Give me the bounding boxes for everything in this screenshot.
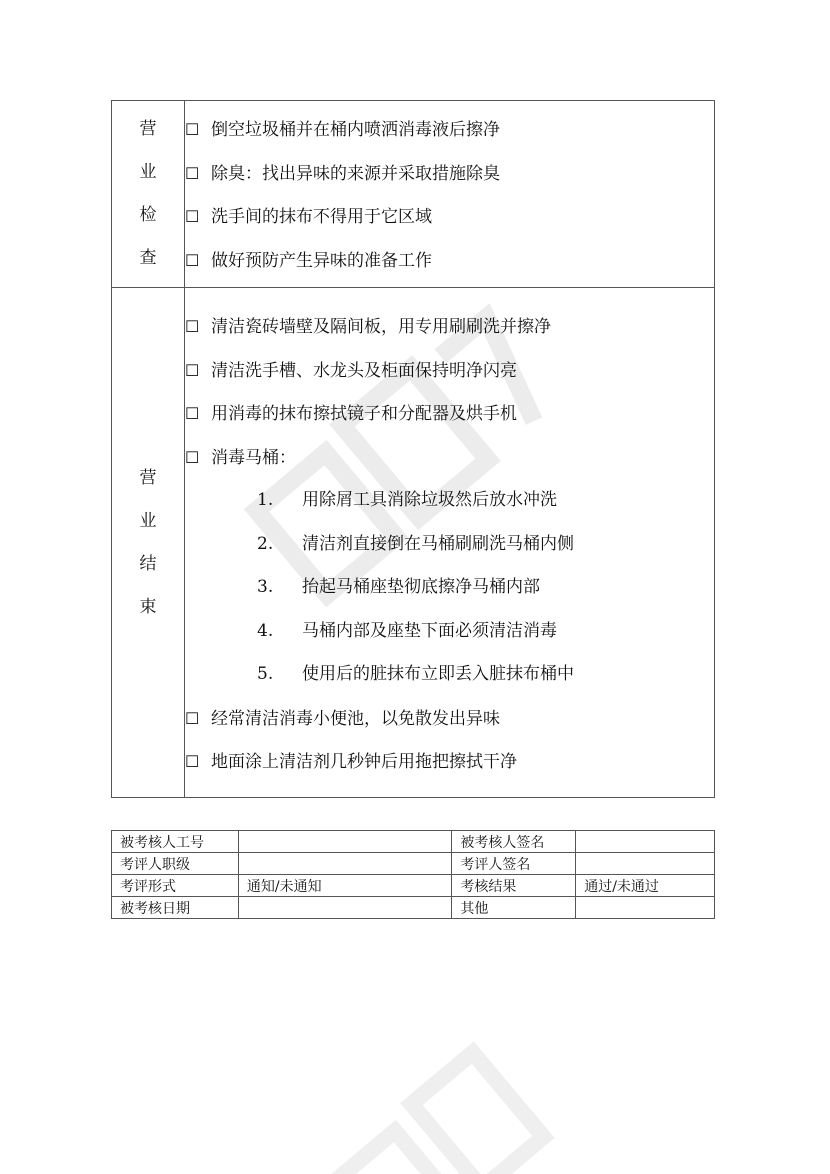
toilet-step <box>185 479 714 523</box>
step-number: 2. <box>257 533 274 554</box>
toilet-step <box>185 566 714 610</box>
check-item <box>185 239 714 283</box>
info-label-cell: 被考核人工号 <box>112 831 239 853</box>
checkbox-icon[interactable]: ☐ <box>185 404 200 423</box>
step-text: 马桶内部及座垫下面必须清洁消毒 <box>302 620 557 641</box>
step-text: 用除屑工具消除垃圾然后放水冲洗 <box>302 490 557 510</box>
checkbox-icon[interactable]: ☐ <box>185 120 200 139</box>
step-number: 3. <box>257 577 274 597</box>
toilet-step <box>185 523 714 567</box>
section-close-label-char: 业 <box>139 510 157 531</box>
item-text: 倒空垃圾桶并在桶内喷洒消毒液后擦净 <box>211 120 500 140</box>
check-item <box>185 152 714 196</box>
toilet-step <box>185 610 714 654</box>
section-close-row <box>112 288 715 798</box>
section-check-label-char: 业 <box>139 162 157 182</box>
info-label-cell: 考核结果 <box>452 875 576 897</box>
checkbox-icon[interactable]: ☐ <box>185 163 200 183</box>
step-number: 4. <box>257 620 274 641</box>
step-text: 清洁剂直接倒在马桶刷刷洗马桶内侧 <box>302 533 574 554</box>
info-value-cell[interactable] <box>576 831 715 853</box>
checkbox-icon[interactable]: ☐ <box>185 250 200 270</box>
section-close-items <box>185 288 715 798</box>
info-value-cell[interactable] <box>238 897 451 919</box>
watermark-logo-bottom <box>300 1000 600 1174</box>
item-text: 做好预防产生异味的准备工作 <box>211 250 432 271</box>
item-text: 清洁瓷砖墙壁及隔间板，用专用刷刷洗并擦净 <box>211 317 551 337</box>
close-item <box>185 305 714 349</box>
assessment-info-table <box>111 830 715 919</box>
check-item <box>185 195 714 239</box>
info-label-cell: 考评形式 <box>112 875 239 897</box>
section-close-label-char: 营 <box>139 467 157 488</box>
toilet-step <box>185 653 714 697</box>
item-text: 地面涂上清洁剂几秒钟后用拖把擦拭干净 <box>211 752 517 772</box>
step-text: 使用后的脏抹布立即丢入脏抹布桶中 <box>302 664 574 684</box>
step-number: 1. <box>257 490 274 510</box>
item-text: 清洁洗手槽、水龙头及柜面保持明净闪亮 <box>211 360 517 381</box>
checkbox-icon[interactable]: ☐ <box>185 752 200 771</box>
close-item <box>185 392 714 436</box>
checkbox-icon[interactable]: ☐ <box>185 207 200 226</box>
section-close-label-char: 束 <box>139 596 157 617</box>
section-check-items <box>185 101 715 288</box>
check-item <box>185 108 714 152</box>
checkbox-icon[interactable]: ☐ <box>185 447 200 467</box>
section-close-label-char: 结 <box>139 553 157 574</box>
info-value-cell[interactable]: 通知/未通知 <box>238 875 451 897</box>
info-value-cell[interactable]: 通过/未通过 <box>576 875 715 897</box>
item-text: 经常清洁消毒小便池，以免散发出异味 <box>211 708 500 729</box>
info-value-cell[interactable] <box>576 897 715 919</box>
checkbox-icon[interactable]: ☐ <box>185 317 200 336</box>
info-label-cell: 被考核人签名 <box>452 831 576 853</box>
info-row <box>112 853 715 875</box>
info-row <box>112 897 715 919</box>
info-row <box>112 831 715 853</box>
section-check-label <box>112 101 185 288</box>
close-item <box>185 436 714 480</box>
checkbox-icon[interactable]: ☐ <box>185 708 200 728</box>
info-label-cell: 被考核日期 <box>112 897 239 919</box>
item-text: 除臭：找出异味的来源并采取措施除臭 <box>211 163 500 184</box>
close-item <box>185 349 714 393</box>
info-value-cell[interactable] <box>576 853 715 875</box>
item-text: 洗手间的抹布不得用于它区域 <box>211 207 432 227</box>
step-text: 抬起马桶座垫彻底擦净马桶内部 <box>302 577 540 597</box>
section-check-row <box>112 101 715 288</box>
close-item <box>185 697 714 741</box>
checkbox-icon[interactable]: ☐ <box>185 360 200 380</box>
info-value-cell[interactable] <box>238 853 451 875</box>
info-label-cell: 其他 <box>452 897 576 919</box>
close-item <box>185 740 714 784</box>
section-check-label-char: 查 <box>139 248 157 268</box>
item-text: 消毒马桶： <box>211 447 296 468</box>
checklist-table <box>111 100 715 798</box>
step-number: 5. <box>257 664 274 684</box>
section-check-label-char: 营 <box>139 119 157 139</box>
info-value-cell[interactable] <box>238 831 451 853</box>
section-check-label-char: 检 <box>139 205 157 225</box>
section-close-label <box>112 288 185 798</box>
item-text: 用消毒的抹布擦拭镜子和分配器及烘手机 <box>211 404 517 424</box>
info-label-cell: 考评人职级 <box>112 853 239 875</box>
info-label-cell: 考评人签名 <box>452 853 576 875</box>
info-row <box>112 875 715 897</box>
